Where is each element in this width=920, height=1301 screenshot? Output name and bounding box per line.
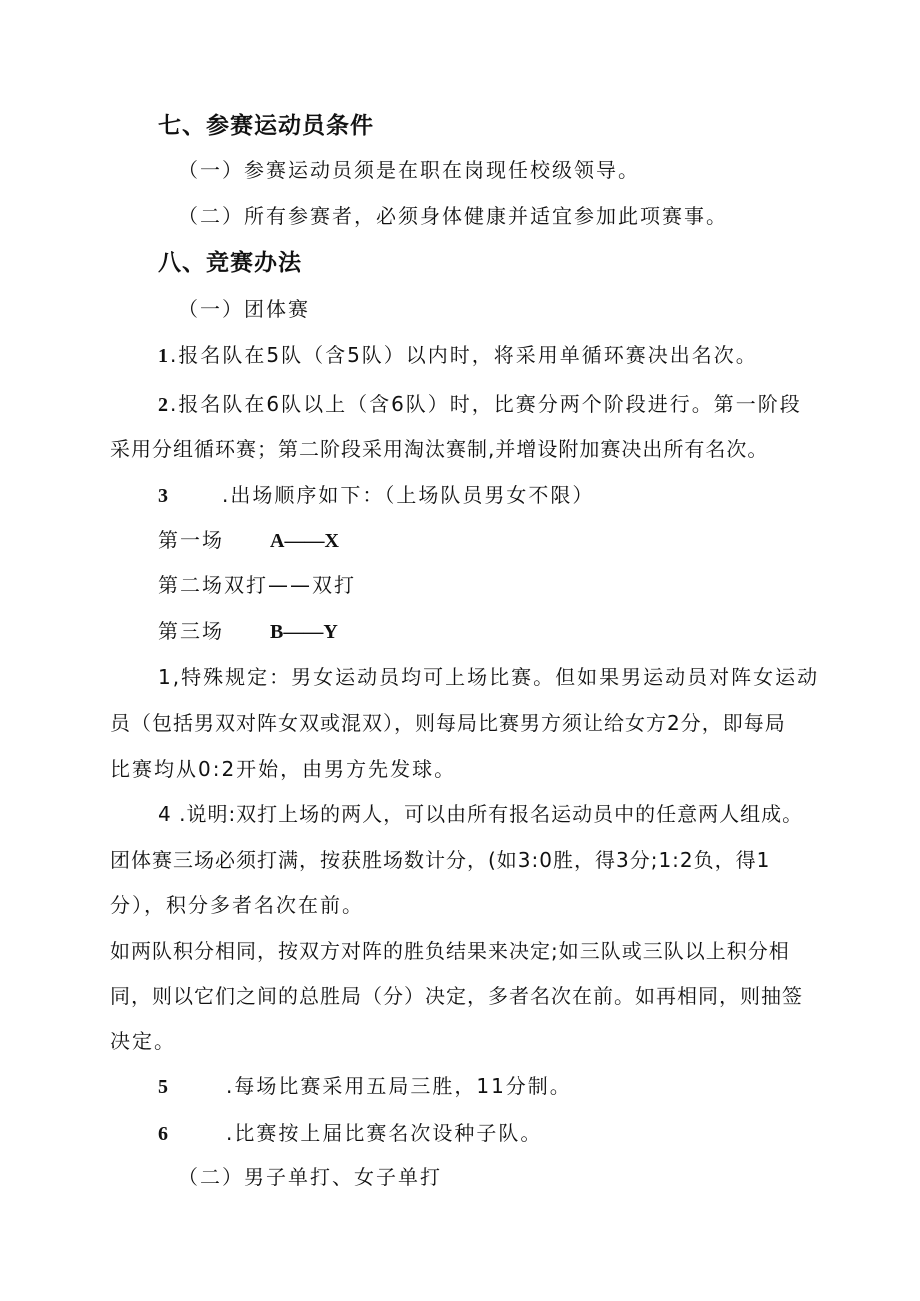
rule-4-line-2: 团体赛三场必须打满，按获胜场数计分，(如3:0胜，得3分;1:2负，得1 — [110, 848, 771, 872]
section8-title: 八、竞赛办法 — [158, 250, 302, 276]
singles-heading: （二）男子单打、女子单打 — [178, 1165, 442, 1189]
section7-title: 七、参赛运动员条件 — [158, 113, 374, 139]
match-1-label: 第一场 — [158, 528, 224, 552]
special-rule-line-1: 1,特殊规定：男女运动员均可上场比赛。但如果男运动员对阵女运动 — [158, 665, 820, 689]
special-rule-line-2: 员（包括男双对阵女双或混双），则每局比赛男方须让给女方2分，即每局 — [110, 711, 786, 735]
special-rule-line-3: 比赛均从0:2开始，由男方先发球。 — [110, 757, 457, 781]
match-3-label: 第三场 — [158, 619, 224, 643]
rule-4-line-3: 分），积分多者名次在前。 — [110, 893, 364, 917]
team-heading: （一）团体赛 — [178, 297, 310, 321]
rule-5 — [158, 1072, 572, 1101]
match-3 — [158, 617, 338, 646]
match-1 — [158, 526, 339, 555]
rule-6 — [158, 1119, 542, 1148]
rule-3-number: 3 — [158, 485, 170, 507]
match-2: 第二场双打——双打 — [158, 573, 356, 597]
rule-1-number: 1 — [158, 345, 170, 367]
tie-rule-line-2: 同，则以它们之间的总胜局（分）决定，多者名次在前。如再相同，则抽签 — [110, 984, 803, 1008]
rule-2-line-2: 采用分组循环赛；第二阶段采用淘汰赛制,并增设附加赛决出所有名次。 — [110, 437, 769, 461]
rule-4-line-1: 4 .说明:双打上场的两人，可以由所有报名运动员中的任意两人组成。 — [158, 802, 804, 826]
rule-2-line-1 — [158, 390, 802, 419]
section7-item-2: （二）所有参赛者，必须身体健康并适宜参加此项赛事。 — [178, 204, 728, 228]
rule-1-text: .报名队在5队（含5队）以内时，将采用单循环赛决出名次。 — [170, 343, 758, 367]
rule-5-text: .每场比赛采用五局三胜，11分制。 — [226, 1074, 572, 1098]
rule-1 — [158, 341, 758, 370]
tie-rule-line-1: 如两队积分相同，按双方对阵的胜负结果来决定;如三队或三队以上积分相 — [110, 939, 790, 963]
rule-6-number: 6 — [158, 1123, 170, 1145]
rule-2-text: .报名队在6队以上（含6队）时，比赛分两个阶段进行。第一阶段 — [170, 392, 802, 416]
rule-5-number: 5 — [158, 1076, 170, 1098]
rule-2-number: 2 — [158, 394, 170, 416]
section7-item-1: （一）参赛运动员须是在职在岗现任校级领导。 — [178, 158, 640, 182]
tie-rule-line-3: 决定。 — [110, 1029, 176, 1053]
rule-3 — [158, 481, 594, 510]
match-3-pair: B——Y — [270, 621, 338, 643]
rule-3-text: .出场顺序如下：（上场队员男女不限） — [222, 483, 595, 507]
match-1-pair: A——X — [270, 530, 339, 552]
rule-6-text: .比赛按上届比赛名次设种子队。 — [226, 1121, 543, 1145]
